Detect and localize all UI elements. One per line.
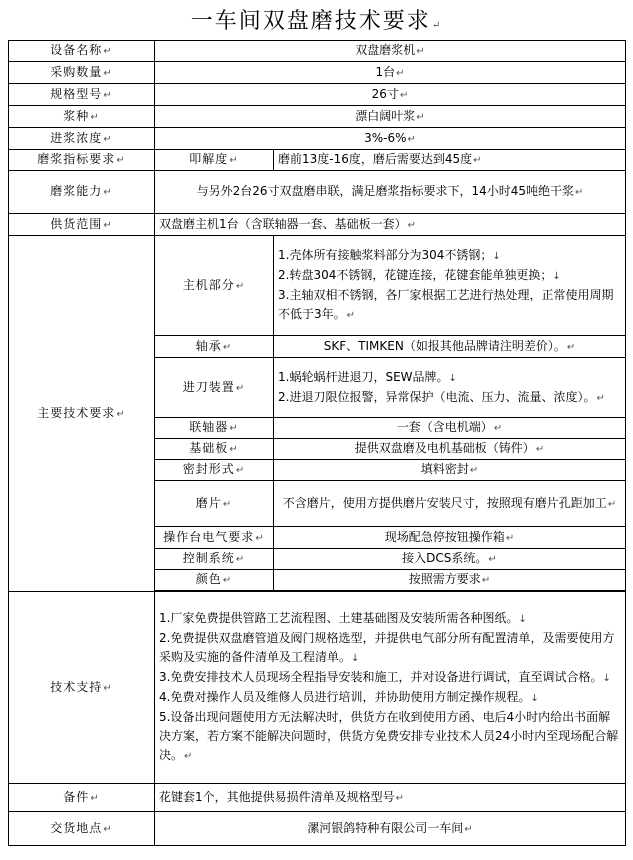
value-plates: 不含磨片，使用方提供磨片安装尺寸，按照现有磨片孔距加工↵ [274,481,626,527]
label-main-unit: 主机部分↵ [155,236,274,336]
support-item: 5.设备出现问题使用方无法解决时，供货方在收到使用方函、电后4小时内给出书面解决方案，若方案不能解决问题时，供货方免费安排专业技术人员24小时内至现场配合解决。↵ [159,710,619,762]
label-capacity: 磨浆能力↵ [9,171,155,214]
label-color: 颜色↵ [155,570,274,591]
row-supply-scope [9,214,626,236]
value-delivery: 漯河银鸽特种有限公司一车间↵ [155,812,626,846]
support-item: 2.免费提供双盘磨管道及阀门规格选型，并提供电气部分所有配置清单，及需要使用方采购及实施的备件清单及工程清单。↓ [159,631,615,664]
value-refining-index: 磨前13度-16度，磨后需要达到45度↵ [274,150,626,171]
label-pulp-type: 浆种↵ [9,106,155,128]
label-seal: 密封形式↵ [155,460,274,481]
row-delivery [9,812,626,846]
page-title: 一车间双盘磨技术要求↵ [190,9,443,34]
label-base-plate: 基础板↵ [155,439,274,460]
label-refining-index: 磨浆指标要求↵ [9,150,155,171]
row-capacity [9,171,626,214]
value-seal: 填料密封↵ [274,460,626,481]
row-consistency [9,128,626,150]
value-quantity: 1台↵ [155,62,626,84]
feed-device-item: 2.进退刀限位报警，异常保护（电流、压力、流量、浓度）。↵ [278,389,605,404]
row-pulp-type [9,106,626,128]
row-main-unit [9,236,626,336]
feed-device-item: 1.蜗轮蜗杆进退刀，SEW品牌。↓ [278,369,457,384]
label-coupling: 联轴器↵ [155,418,274,439]
label-console: 操作台电气要求↵ [155,527,274,549]
support-item: 1.厂家免费提供管路工艺流程图、土建基础图及安装所需各种图纸。↓ [159,611,527,625]
label-plates: 磨片↵ [155,481,274,527]
label-main-tech-req: 主要技术要求↵ [9,236,155,592]
main-unit-item: 1.壳体所有接触浆料部分为304不锈钢；↓ [278,248,501,262]
value-feed-device [274,358,626,418]
row-tech-support [9,592,626,784]
value-coupling: 一套（含电机端）↵ [274,418,626,439]
value-capacity: 与另外2台26寸双盘磨串联，满足磨浆指标要求下，14小时45吨绝干浆↵ [155,171,626,214]
label-delivery: 交货地点↵ [9,812,155,846]
value-model: 26寸↵ [155,84,626,106]
row-spare-parts [9,784,626,812]
main-unit-item: 2.转盘304不锈钢，花键连接，花键套能单独更换；↓ [278,268,561,282]
support-item: 4.免费对操作人员及维修人员进行培训，并协助使用方制定操作规程。↓ [159,690,539,704]
support-item: 3.免费安排技术人员现场全程指导安装和施工，并对设备进行调试，直至调试合格。↓ [159,670,611,684]
label-spare-parts: 备件↵ [9,784,155,812]
row-quantity [9,62,626,84]
value-pulp-type: 漂白阔叶浆↵ [155,106,626,128]
value-bearing: SKF、TIMKEN（如报其他品牌请注明差价）。↵ [274,336,626,358]
value-equipment-name: 双盘磨浆机↵ [155,41,626,62]
row-refining-index [9,150,626,171]
label-quantity: 采购数量↵ [9,62,155,84]
label-control: 控制系统↵ [155,549,274,570]
return-mark: ↵ [431,20,443,31]
spec-table [8,40,626,846]
label-supply-scope: 供货范围↵ [9,214,155,236]
row-equipment-name [9,41,626,62]
label-equipment-name: 设备名称↵ [9,41,155,62]
label-feed-device: 进刀装置↵ [155,358,274,418]
value-supply-scope: 双盘磨主机1台（含联轴器一套、基础板一套）↵ [155,214,626,236]
value-consistency: 3%-6%↵ [155,128,626,150]
value-console: 现场配急停按钮操作箱↵ [274,527,626,549]
label-consistency: 进浆浓度↵ [9,128,155,150]
value-tech-support [155,592,626,784]
value-spare-parts: 花键套1个，其他提供易损件清单及规格型号↵ [155,784,626,812]
value-control: 接入DCS系统。↵ [274,549,626,570]
row-model [9,84,626,106]
value-base-plate: 提供双盘磨及电机基础板（铸件）↵ [274,439,626,460]
label-model: 规格型号↵ [9,84,155,106]
main-unit-item: 3.主轴双相不锈钢，各厂家根据工艺进行热处理，正常使用周期不低于3年。↵ [278,288,614,321]
label-tech-support: 技术支持↵ [9,592,155,784]
value-main-unit [274,236,626,336]
value-color: 按照需方要求↵ [274,570,626,591]
label-bearing: 轴承↵ [155,336,274,358]
sublabel-beating-degree: 叩解度↵ [155,150,274,171]
